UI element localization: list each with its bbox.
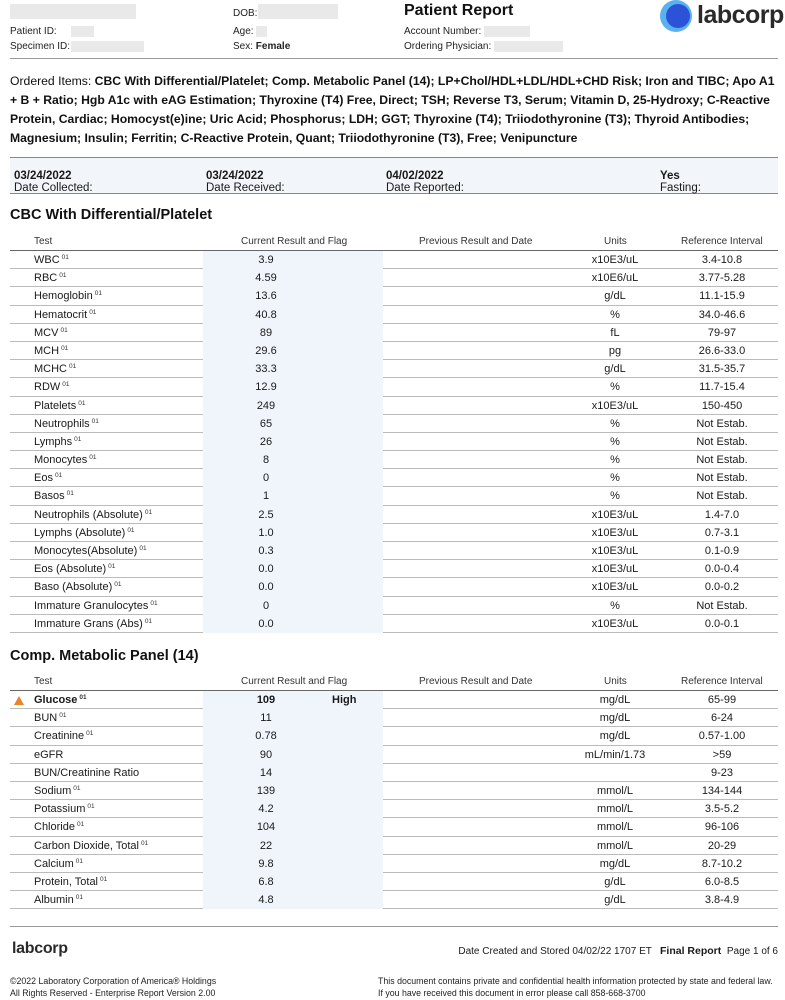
account-number-field	[404, 26, 481, 37]
test-name: Sodium $^{01}$	[34, 784, 81, 797]
current-result: 40.8	[255, 308, 277, 321]
reference-interval: 26.6-33.0	[698, 344, 746, 357]
units: mmol/L	[596, 821, 634, 834]
reference-interval: >59	[712, 748, 732, 761]
reference-interval: 11.7-15.4	[699, 381, 745, 394]
current-result: 4.2	[258, 803, 274, 816]
lab-code-superscript: 01	[140, 839, 149, 847]
reference-interval: Not Estab.	[696, 417, 748, 430]
units: mg/dL	[599, 712, 631, 725]
units: x10E3/uL	[591, 254, 639, 266]
current-result: 0	[262, 599, 270, 612]
dob-field	[233, 8, 257, 19]
reference-interval: 65-99	[707, 694, 737, 706]
logo-text: labcorp	[697, 1, 784, 29]
test-name: Monocytes(Absolute) $^{01}$	[34, 545, 147, 557]
table-row	[10, 524, 778, 542]
current-result: 13.6	[255, 290, 277, 303]
lab-code-superscript: 01	[87, 803, 95, 811]
table-row	[10, 855, 778, 873]
test-name: Chloride $^{01}$	[34, 821, 85, 834]
units: x10E3/uL	[591, 526, 639, 539]
table-row	[10, 433, 778, 451]
reference-interval: 20-29	[707, 839, 737, 852]
test-name: RBC $^{01}$	[34, 272, 67, 285]
current-result: 90	[259, 748, 273, 761]
lab-code-superscript: 01	[94, 290, 102, 298]
test-name: Immature Grans (Abs) $^{01}$	[34, 617, 153, 630]
current-result: 22	[259, 839, 273, 852]
patient-name-redacted	[10, 4, 136, 19]
col-reference: Reference Interval	[681, 676, 763, 687]
reference-interval: Not Estab.	[696, 472, 748, 485]
lab-code-superscript: 01	[150, 599, 158, 607]
reference-interval: 9-23	[710, 766, 734, 779]
units: %	[610, 454, 620, 467]
reference-interval: 3.5-5.2	[704, 803, 740, 816]
account-number-label: Account Number:	[404, 26, 482, 37]
sex-label: Sex:	[233, 41, 254, 52]
current-result: 4.8	[258, 894, 274, 907]
cmp-section-title: Comp. Metabolic Panel (14)	[10, 648, 199, 664]
table-row	[10, 727, 778, 745]
current-result: 11	[260, 712, 272, 725]
reference-interval: 1.4-7.0	[704, 508, 740, 521]
table-row	[10, 397, 778, 415]
lab-code-superscript: 01	[61, 254, 69, 261]
ordered-items-list: CBC With Differential/Platelet; Comp. Metabolic Panel (14); LP+Chol/HDL+LDL/HDL+CHD Risk; Iron and TIBC; Apo A1 + B + Ratio; Hgb A1c with eAG Estimation; Thyroxine (T4) Free, Direct; TSH; Reverse T3, Serum; Vitamin D, 25-Hydroxy; C-Reactive Protein, Cardiac; Homocyst(e)ine; Uric Acid; Phosphorus; LDH; GGT; Thyroxine (T4); Triiodothyronine (T3); Thyroid Antibodies; Magnesium; Insulin; Ferritin; C-Reactive Protein, Quant; Triiodothyronine (T3), Free; Venipuncture	[10, 74, 775, 145]
test-name: Glucose $^{01}$	[34, 694, 87, 706]
units: %	[610, 308, 620, 321]
table-row	[10, 469, 778, 487]
cbc-table-header	[10, 235, 778, 251]
current-result: 1.0	[258, 526, 274, 539]
lab-code-superscript: 01	[54, 472, 63, 480]
units: x10E3/uL	[591, 581, 639, 594]
test-name: Platelets $^{01}$	[34, 399, 86, 412]
page-title: Patient Report	[404, 2, 514, 19]
reference-interval: Not Estab.	[696, 490, 748, 503]
current-result: 12.9	[255, 381, 277, 394]
reference-interval: 8.7-10.2	[701, 857, 743, 870]
current-result: 104	[256, 821, 276, 834]
units: g/dL	[604, 875, 626, 888]
current-result: 249	[256, 399, 276, 412]
current-result: 65	[259, 417, 273, 430]
reference-interval: 150-450	[701, 399, 743, 412]
col-current: Current Result and Flag	[241, 676, 348, 687]
units: %	[610, 417, 620, 430]
test-name: RDW $^{01}$	[34, 381, 70, 394]
lab-code-superscript: 01	[139, 545, 147, 552]
lab-code-superscript: 01	[127, 526, 135, 534]
units: g/dL	[604, 290, 626, 303]
current-result: 8	[262, 454, 270, 467]
page-number: Page 1 of 6	[726, 946, 778, 957]
table-row	[10, 746, 778, 764]
current-result: 0.0	[258, 581, 274, 594]
table-row	[10, 709, 778, 727]
test-name: Albumin $^{01}$	[34, 894, 83, 907]
lab-code-superscript: 01	[108, 563, 116, 571]
lab-code-superscript: 01	[79, 694, 87, 701]
units: mmol/L	[596, 784, 634, 797]
table-row	[10, 269, 778, 287]
table-row	[10, 691, 778, 709]
table-row	[10, 542, 778, 560]
current-result: 6.8	[258, 875, 274, 888]
reference-interval: 0.0-0.2	[704, 581, 740, 594]
lab-code-superscript: 01	[100, 875, 108, 883]
created-label: Date Created and Stored	[458, 946, 570, 957]
fasting-status: Fasting: Yes	[660, 170, 701, 194]
test-name: Neutrophils $^{01}$	[34, 417, 99, 430]
confidential-notice	[378, 975, 773, 999]
table-row	[10, 506, 778, 524]
created-value: 04/02/22 1707 ET	[572, 946, 652, 957]
sex-field	[233, 41, 290, 52]
units: g/dL	[604, 894, 626, 907]
sex-value: Female	[255, 41, 291, 52]
result-flag: High	[332, 694, 357, 706]
table-row	[10, 782, 778, 800]
test-name: Hemoglobin $^{01}$	[34, 290, 102, 303]
footer-divider	[10, 926, 778, 927]
table-row	[10, 578, 778, 596]
test-name: Monocytes $^{01}$	[34, 454, 97, 467]
col-test: Test	[34, 676, 53, 687]
test-name: Hematocrit $^{01}$	[34, 308, 97, 321]
age-field	[233, 26, 254, 37]
lab-code-superscript: 01	[86, 730, 94, 738]
current-result: 0.78	[255, 730, 277, 743]
test-name: Lymphs $^{01}$	[34, 435, 82, 448]
dob-label: DOB:	[233, 8, 258, 19]
table-row	[10, 451, 778, 469]
lab-code-superscript: 01	[69, 363, 77, 371]
table-row	[10, 873, 778, 891]
reference-interval: 6-24	[710, 712, 734, 725]
col-units: Units	[604, 676, 627, 687]
units: mL/min/1.73	[584, 748, 646, 761]
physician-label: Ordering Physician:	[404, 41, 492, 52]
notice-line-2: If you have received this document in error please call 858-668-3700	[378, 988, 646, 998]
units: g/dL	[604, 363, 626, 376]
dates-band	[10, 157, 778, 194]
warning-triangle-icon	[14, 696, 24, 705]
header-divider	[10, 58, 778, 59]
cmp-table-body	[10, 691, 778, 909]
units: mg/dL	[599, 694, 631, 706]
reference-interval: 3.77-5.28	[698, 272, 746, 285]
lab-code-superscript: 01	[144, 508, 153, 516]
specimen-id-redacted	[71, 41, 144, 52]
copyright	[10, 975, 216, 999]
copyright-line-2: All Rights Reserved - Enterprise Report Version 2.00	[10, 988, 216, 998]
units: mg/dL	[599, 730, 631, 743]
current-result: 2.5	[258, 508, 274, 521]
current-result: 109	[256, 694, 276, 706]
current-result: 14	[259, 766, 273, 779]
reference-interval: 3.4-10.8	[701, 254, 743, 266]
lab-code-superscript: 01	[75, 857, 83, 865]
test-name: BUN/Creatinine Ratio	[34, 766, 140, 779]
test-name: Calcium $^{01}$	[34, 857, 83, 870]
table-row	[10, 891, 778, 909]
current-result: 89	[259, 326, 273, 339]
current-result: 1	[262, 490, 270, 503]
reference-interval: Not Estab.	[696, 599, 748, 612]
units: %	[610, 472, 620, 485]
lab-code-superscript: 01	[60, 326, 68, 334]
cbc-table-body	[10, 251, 778, 633]
notice-line-1: This document contains private and confidential health information protected by state and federal law.	[378, 976, 773, 986]
lab-code-superscript: 01	[73, 784, 81, 792]
units: %	[610, 490, 620, 503]
current-result: 0.3	[258, 545, 274, 557]
test-name: Creatinine $^{01}$	[34, 730, 94, 743]
table-row	[10, 764, 778, 782]
patient-id-field	[10, 26, 57, 37]
col-test: Test	[34, 236, 53, 247]
units: x10E3/uL	[591, 617, 639, 630]
reference-interval: 134-144	[701, 784, 743, 797]
patient-id-label: Patient ID:	[10, 26, 57, 37]
table-row	[10, 597, 778, 615]
lab-code-superscript: 01	[59, 272, 67, 280]
reference-interval: 34.0-46.6	[698, 308, 746, 321]
lab-code-superscript: 01	[75, 894, 83, 902]
units: %	[610, 599, 620, 612]
test-name: Eos (Absolute) $^{01}$	[34, 563, 116, 576]
cmp-table-header	[10, 675, 778, 691]
reference-interval: 31.5-35.7	[698, 363, 746, 376]
units: mmol/L	[596, 803, 634, 816]
col-reference: Reference Interval	[681, 236, 763, 247]
reference-interval: 0.1-0.9	[704, 545, 740, 557]
ordered-items	[10, 72, 780, 148]
logo-inner-circle-icon	[666, 4, 690, 28]
table-row	[10, 837, 778, 855]
account-number-redacted	[484, 26, 530, 37]
table-row	[10, 251, 778, 269]
col-current: Current Result and Flag	[241, 236, 348, 247]
current-result: 9.8	[258, 857, 274, 870]
reference-interval: Not Estab.	[696, 454, 748, 467]
units: mmol/L	[596, 839, 634, 852]
test-name: Protein, Total $^{01}$	[34, 875, 108, 888]
date-reported: Date Reported: 04/02/2022	[386, 170, 464, 194]
table-row	[10, 360, 778, 378]
reference-interval: 0.0-0.1	[704, 617, 740, 630]
test-name: BUN $^{01}$	[34, 712, 67, 725]
current-result: 0	[262, 472, 270, 485]
lab-code-superscript: 01	[91, 417, 99, 425]
ordered-items-label: Ordered Items:	[10, 74, 92, 88]
physician-field	[404, 41, 491, 52]
units: fL	[610, 326, 620, 339]
reference-interval: 3.8-4.9	[704, 894, 740, 907]
current-result: 139	[256, 784, 276, 797]
cbc-section-title: CBC With Differential/Platelet	[10, 207, 213, 223]
col-units: Units	[604, 236, 627, 247]
lab-code-superscript: 01	[74, 435, 82, 443]
specimen-id-field	[10, 41, 70, 52]
specimen-id-label: Specimen ID:	[10, 41, 71, 52]
current-result: 0.0	[258, 563, 274, 576]
test-name: Basos $^{01}$	[34, 490, 74, 503]
lab-code-superscript: 01	[89, 308, 97, 316]
test-name: WBC $^{01}$	[34, 254, 69, 266]
test-name: Lymphs (Absolute) $^{01}$	[34, 526, 135, 539]
table-row	[10, 818, 778, 836]
final-report-label: Final Report	[660, 945, 722, 957]
units: %	[610, 435, 620, 448]
reference-interval: 11.1-15.9	[699, 290, 745, 303]
table-row	[10, 560, 778, 578]
units: pg	[608, 344, 622, 357]
dob-redacted	[258, 4, 338, 19]
current-result: 26	[259, 435, 273, 448]
test-name: MCV $^{01}$	[34, 326, 68, 339]
footer-logo: labcorp	[12, 940, 68, 957]
date-received: Date Received: 03/24/2022	[206, 170, 285, 194]
copyright-line-1: ©2022 Laboratory Corporation of America® Holdings	[10, 976, 217, 986]
age-redacted	[256, 26, 267, 37]
table-row	[10, 306, 778, 324]
lab-code-superscript: 01	[78, 399, 86, 407]
current-result: 3.9	[258, 254, 274, 266]
test-name: Neutrophils (Absolute) $^{01}$	[34, 508, 153, 521]
units: x10E6/uL	[591, 272, 639, 285]
test-name: Immature Granulocytes $^{01}$	[34, 599, 158, 612]
reference-interval: 79-97	[707, 326, 737, 339]
units: %	[610, 381, 620, 394]
lab-code-superscript: 01	[66, 490, 74, 498]
test-name: Eos $^{01}$	[34, 472, 63, 485]
table-row	[10, 487, 778, 505]
reference-interval: 0.7-3.1	[704, 526, 740, 539]
lab-code-superscript: 01	[62, 381, 70, 389]
current-result: 4.59	[255, 272, 277, 285]
current-result: 33.3	[255, 363, 277, 376]
physician-redacted	[494, 41, 563, 52]
test-name: eGFR	[34, 748, 64, 761]
lab-code-superscript: 01	[114, 581, 122, 589]
units: x10E3/uL	[591, 508, 639, 521]
patient-id-redacted	[71, 26, 94, 37]
lab-code-superscript: 01	[144, 617, 153, 625]
lab-code-superscript: 01	[61, 344, 69, 352]
units: x10E3/uL	[591, 399, 639, 412]
table-row	[10, 324, 778, 342]
table-row	[10, 415, 778, 433]
reference-interval: 0.57-1.00	[698, 730, 746, 743]
table-row	[10, 615, 778, 633]
test-name: MCH $^{01}$	[34, 344, 69, 357]
reference-interval: 0.0-0.4	[704, 563, 740, 576]
reference-interval: Not Estab.	[696, 435, 748, 448]
date-collected: Date Collected: 03/24/2022	[14, 170, 93, 194]
reference-interval: 96-106	[704, 821, 740, 834]
col-previous: Previous Result and Date	[419, 236, 533, 247]
current-result: 0.0	[258, 617, 274, 630]
test-name: Carbon Dioxide, Total $^{01}$	[34, 839, 149, 852]
table-row	[10, 342, 778, 360]
age-label: Age:	[233, 26, 254, 37]
test-name: Potassium $^{01}$	[34, 803, 95, 816]
current-result: 29.6	[255, 344, 277, 357]
test-name: Baso (Absolute) $^{01}$	[34, 581, 122, 594]
reference-interval: 6.0-8.5	[704, 875, 740, 888]
footer-report-info	[458, 945, 778, 957]
units: x10E3/uL	[591, 563, 639, 576]
lab-code-superscript: 01	[76, 821, 85, 829]
units: mg/dL	[599, 857, 631, 870]
test-name: MCHC $^{01}$	[34, 363, 77, 376]
units: x10E3/uL	[591, 545, 639, 557]
table-row	[10, 287, 778, 305]
table-row	[10, 378, 778, 396]
lab-code-superscript: 01	[89, 454, 97, 462]
lab-code-superscript: 01	[59, 712, 67, 720]
col-previous: Previous Result and Date	[419, 676, 533, 687]
table-row	[10, 800, 778, 818]
